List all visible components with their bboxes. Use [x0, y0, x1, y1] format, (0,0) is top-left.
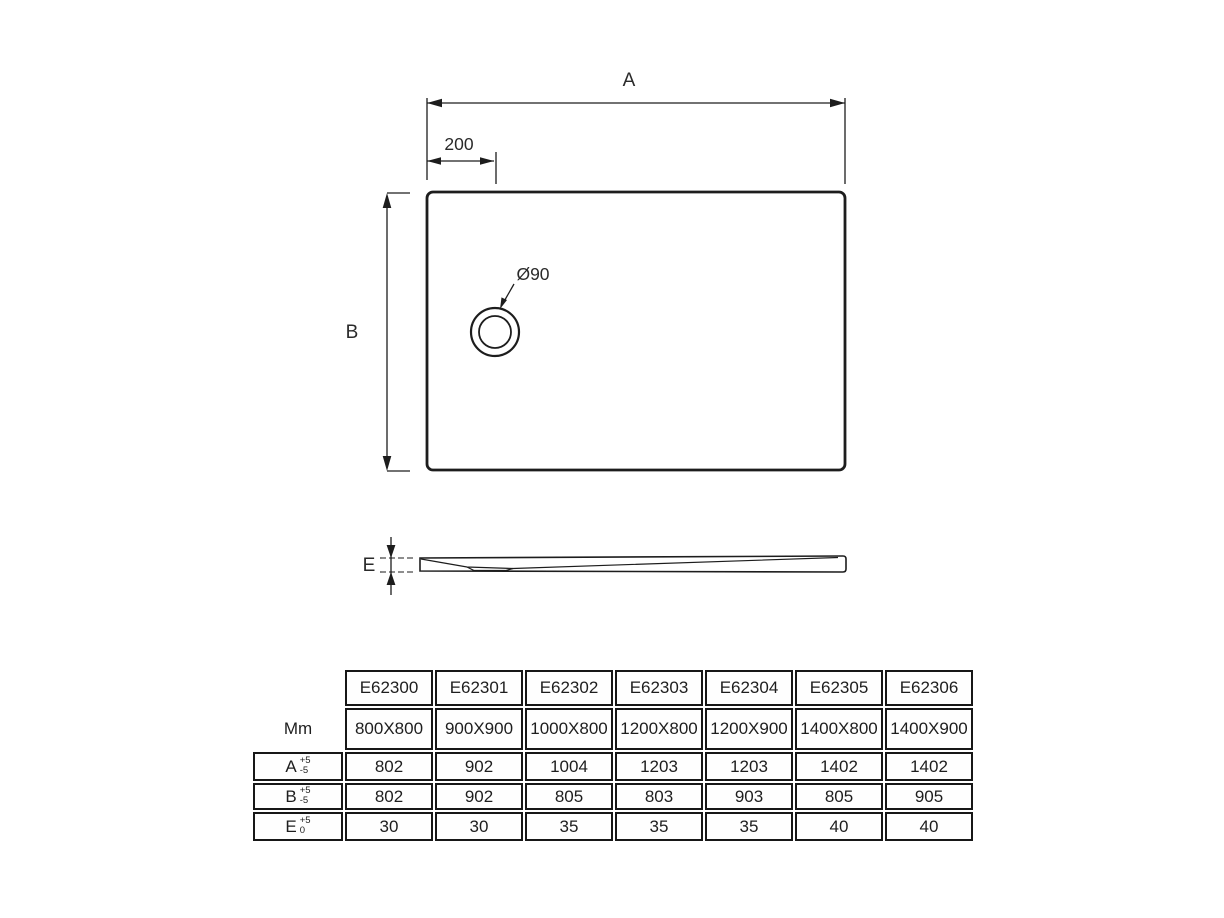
dim-value-cell: 1402	[795, 752, 883, 781]
dim-a-arrowhead-right-icon	[830, 99, 845, 108]
dim-value-cell: 1203	[705, 752, 793, 781]
dim-value-cell: 1203	[615, 752, 703, 781]
dim-value-cell: 902	[435, 783, 523, 810]
size-cell: 1000X800	[525, 708, 613, 750]
dim-b	[383, 193, 410, 471]
spec-table	[253, 670, 973, 841]
model-header-cell: E62306	[885, 670, 973, 706]
dim-200-arrowhead-left-icon	[427, 157, 441, 164]
dim-a-label: A	[622, 70, 636, 91]
dim-row-label-b	[253, 783, 343, 810]
tolerance-stack	[300, 756, 311, 776]
dim-b-arrowhead-top-icon	[383, 193, 392, 208]
tolerance-bottom: -5	[299, 764, 309, 776]
unit-label: Mm	[283, 719, 313, 738]
dim-value-cell: 802	[345, 752, 433, 781]
dim-a-arrowhead-left-icon	[427, 99, 442, 108]
dim-value-cell: 805	[795, 783, 883, 810]
dim-value-cell: 35	[615, 812, 703, 841]
dim-value-cell: 905	[885, 783, 973, 810]
dim-row-letter: E	[285, 816, 297, 836]
dim-e-arrowhead-top-icon	[387, 545, 396, 558]
dim-e-arrowhead-bottom-icon	[387, 572, 396, 585]
drain-diameter-label: Ø90	[516, 264, 550, 284]
dim-value-cell: 1402	[885, 752, 973, 781]
top-view-outline	[427, 192, 845, 470]
tolerance-top: +5	[299, 754, 311, 766]
dim-e-label: E	[362, 555, 376, 576]
side-view	[380, 537, 846, 595]
size-cell: 900X900	[435, 708, 523, 750]
dim-value-cell: 805	[525, 783, 613, 810]
spec-table-corner-spacer	[253, 670, 343, 706]
tolerance-stack	[300, 816, 311, 836]
tolerance-top: +5	[299, 784, 311, 796]
dim-b-label: B	[345, 322, 359, 343]
dim-row-letter: B	[285, 786, 297, 806]
dim-row-letter: A	[285, 756, 297, 776]
size-cell: 1200X800	[615, 708, 703, 750]
dim-200-label: 200	[444, 134, 474, 154]
model-header-cell: E62304	[705, 670, 793, 706]
model-header-cell: E62303	[615, 670, 703, 706]
size-cell: 1200X900	[705, 708, 793, 750]
dim-value-cell: 30	[345, 812, 433, 841]
dim-value-cell: 1004	[525, 752, 613, 781]
dim-value-cell: 35	[705, 812, 793, 841]
size-cell: 1400X800	[795, 708, 883, 750]
model-header-cell: E62302	[525, 670, 613, 706]
size-cell: 800X800	[345, 708, 433, 750]
dim-value-cell: 902	[435, 752, 523, 781]
dim-value-cell: 903	[705, 783, 793, 810]
tolerance-bottom: 0	[299, 824, 306, 836]
dim-drain-offset	[427, 152, 496, 184]
size-cell: 1400X900	[885, 708, 973, 750]
dim-row-label-a	[253, 752, 343, 781]
dim-value-cell: 40	[885, 812, 973, 841]
dim-value-cell: 30	[435, 812, 523, 841]
dim-b-arrowhead-bottom-icon	[383, 456, 392, 471]
model-header-cell: E62301	[435, 670, 523, 706]
tolerance-top: +5	[299, 814, 311, 826]
dim-200-arrowhead-right-icon	[480, 157, 494, 164]
dim-value-cell: 802	[345, 783, 433, 810]
tolerance-bottom: -5	[299, 794, 309, 806]
dim-a	[427, 98, 845, 184]
model-header-cell: E62305	[795, 670, 883, 706]
model-header-cell: E62300	[345, 670, 433, 706]
tolerance-stack	[300, 786, 311, 806]
dim-value-cell: 35	[525, 812, 613, 841]
dim-row-label-e	[253, 812, 343, 841]
dim-e	[380, 537, 413, 595]
dim-value-cell: 803	[615, 783, 703, 810]
dim-value-cell: 40	[795, 812, 883, 841]
